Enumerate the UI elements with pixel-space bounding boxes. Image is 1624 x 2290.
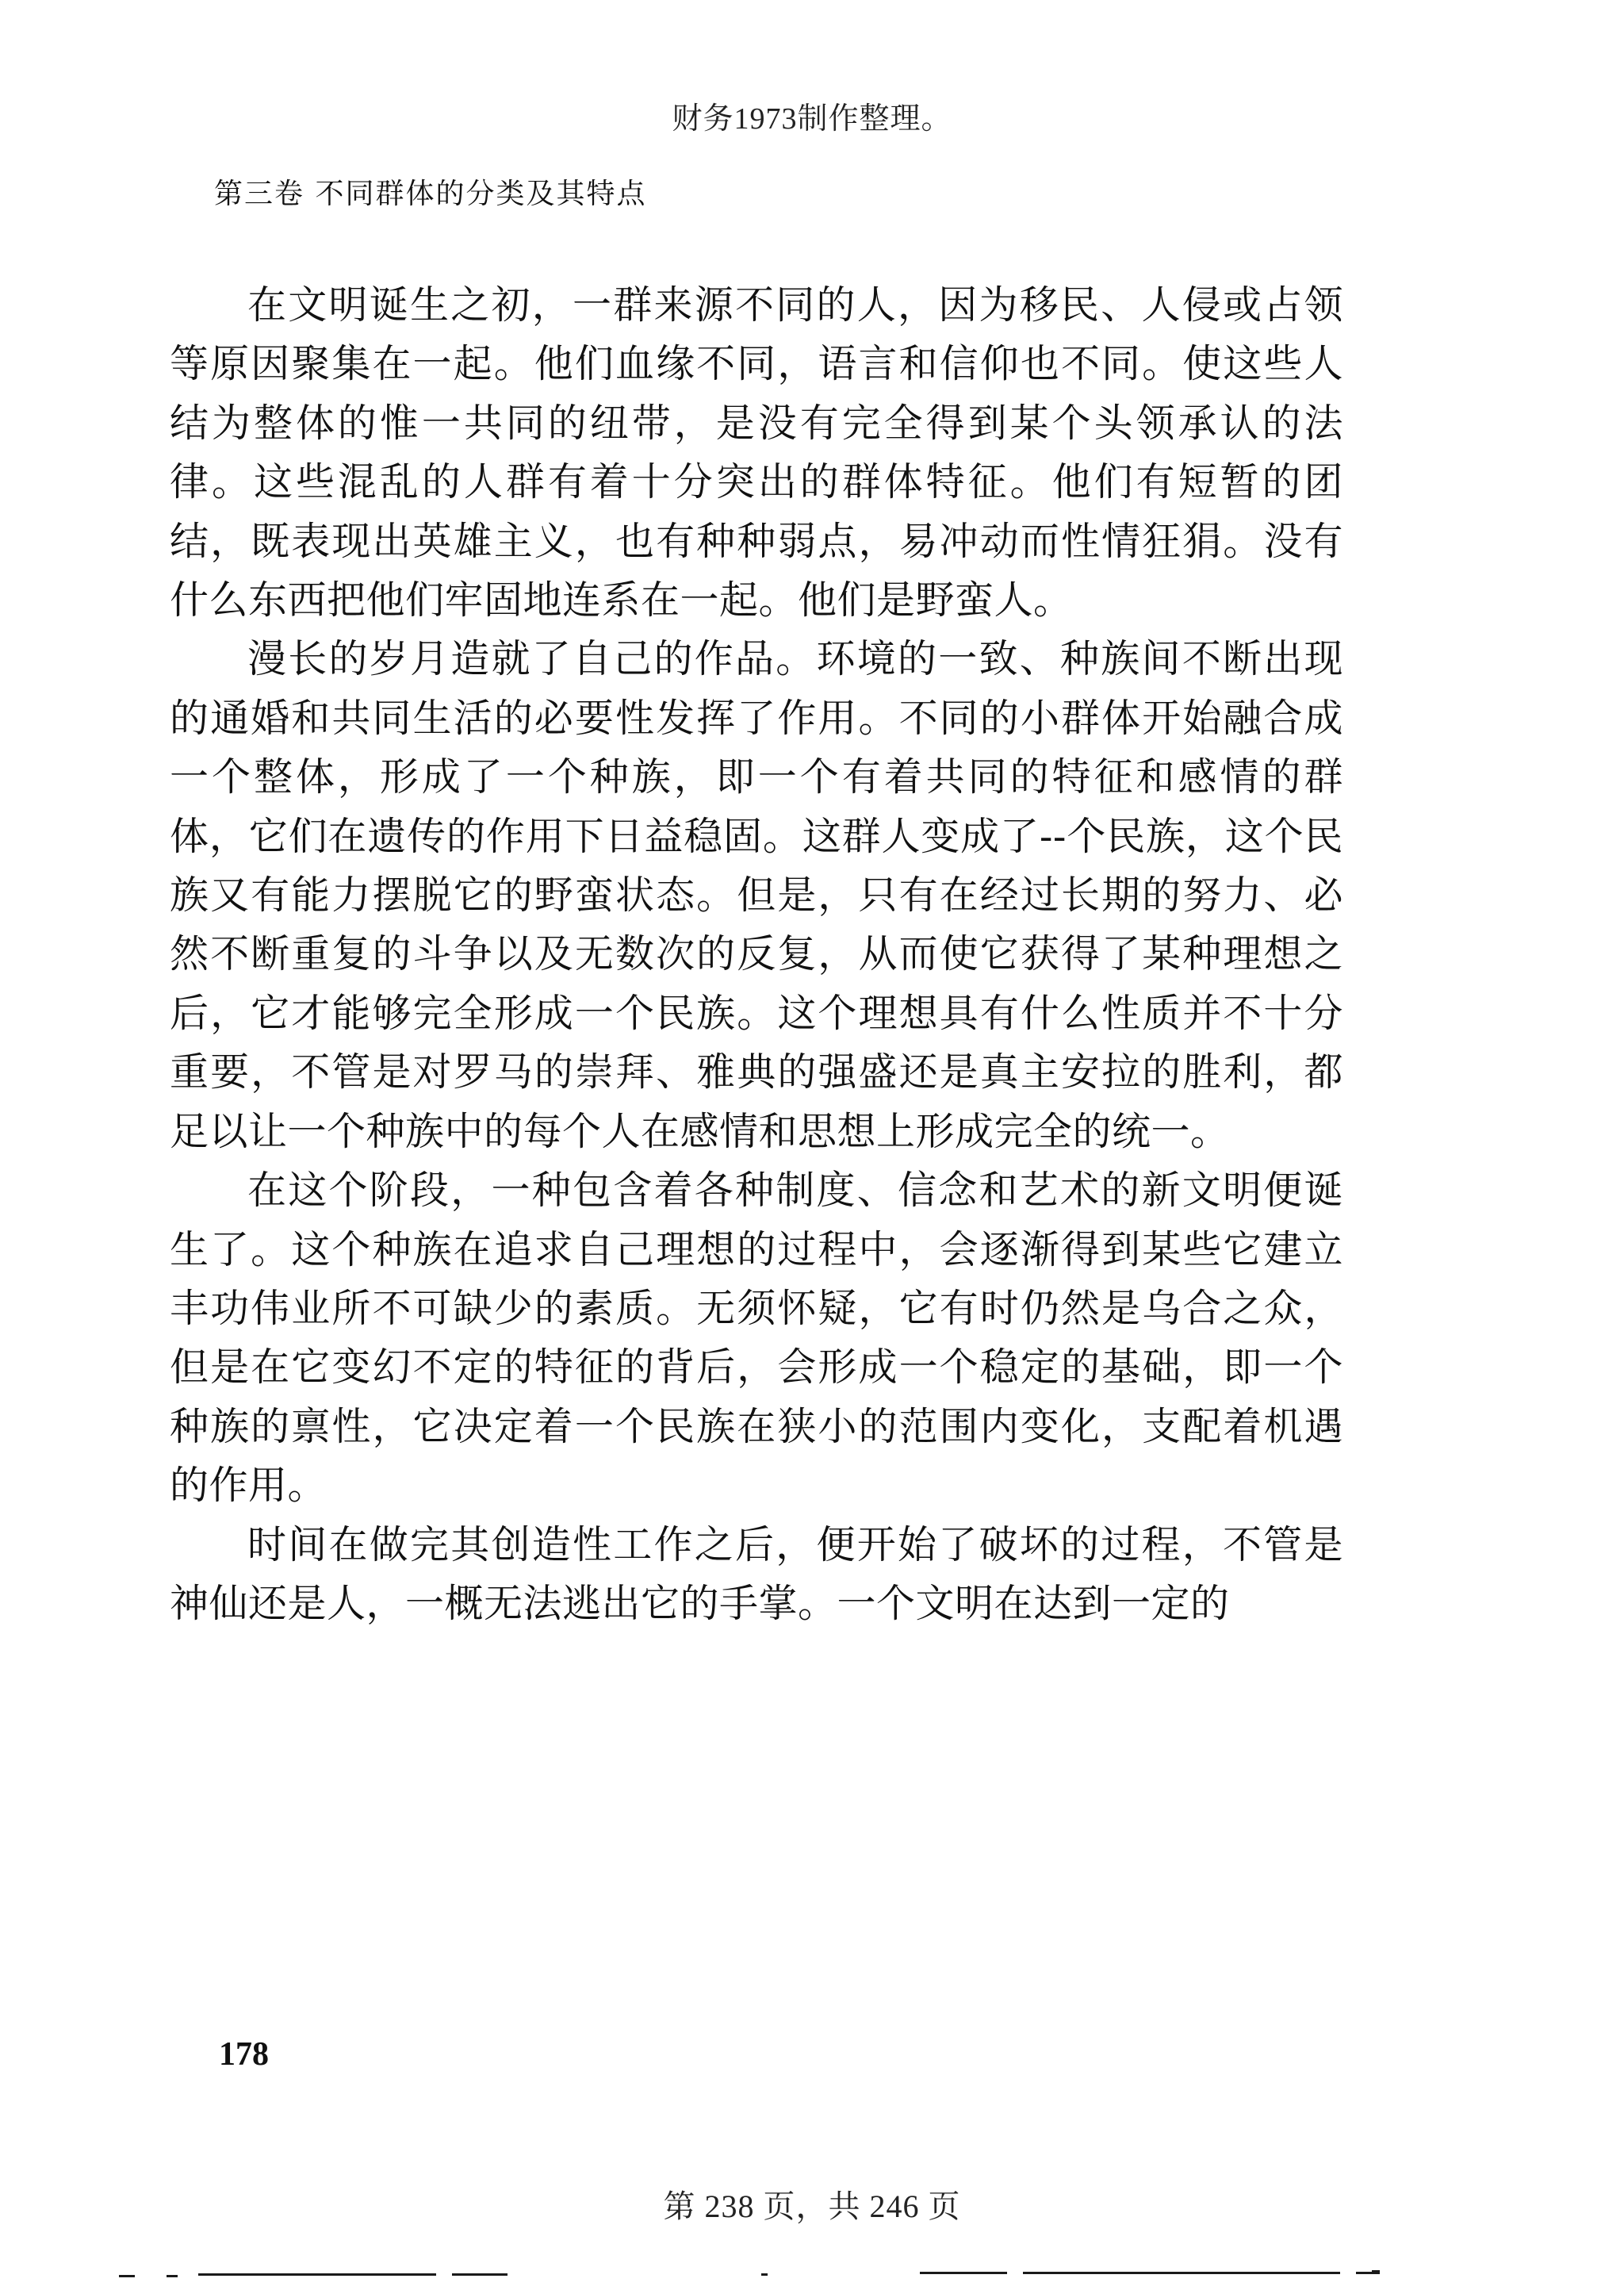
scan-artifact-line bbox=[452, 2273, 508, 2276]
paragraph-2: 漫长的岁月造就了自己的作品。环境的一致、种族间不断出现的通婚和共同生活的必要性发挥了作用。不同的小群体开始融合成一个整体，形成了一个种族，即一个有着共同的特征和感情的群体，它们在遗传的作用下日益稳固。这群人变成了--个民族，这个民族又有能力摆脱它的野蛮状态。但是，只有在经过长期的努力、必然不断重复的斗争以及无数次的反复，从而使它获得了某种理想之后，它才能够完全形成一个民族。这个理想具有什么性质并不十分重要，不管是对罗马的崇拜、雅典的强盛还是真主安拉的胜利，都足以让一个种族中的每个人在感情和思想上形成完全的统一。 bbox=[170, 636, 1343, 1154]
scan-artifact-line bbox=[1372, 2270, 1380, 2273]
paragraph-4: 时间在做完其创造性工作之后，便开始了破坏的过程，不管是神仙还是人，一概无法逃出它的手掌。一个文明在达到一定的 bbox=[170, 1521, 1343, 1626]
scan-artifact-line bbox=[1023, 2272, 1340, 2274]
page-counter: 第 238 页，共 246 页 bbox=[663, 2188, 961, 2224]
scan-artifact-line bbox=[198, 2273, 436, 2276]
scan-artifact-line bbox=[761, 2273, 768, 2276]
body-text bbox=[170, 276, 1343, 1633]
paragraph-1: 在文明诞生之初，一群来源不同的人，因为移民、人侵或占领等原因聚集在一起。他们血缘不同，语言和信仰也不同。使这些人结为整体的惟一共同的纽带，是没有完全得到某个头领承认的法律。这些混乱的人群有着十分突出的群体特征。他们有短暂的团结，既表现出英雄主义，也有种种弱点，易冲动而性情狂狷。没有什么东西把他们牢固地连系在一起。他们是野蛮人。 bbox=[170, 282, 1343, 623]
paragraph-3: 在这个阶段，一种包含着各种制度、信念和艺术的新文明便诞生了。这个种族在追求自己理想的过程中，会逐渐得到某些它建立丰功伟业所不可缺少的素质。无须怀疑，它有时仍然是乌合之众，但是在它变幻不定的特征的背后，会形成一个稳定的基础，即一个种族的禀性，它决定着一个民族在狭小的范围内变化，支配着机遇的作用。 bbox=[170, 1168, 1343, 1509]
scan-artifact-line bbox=[119, 2275, 135, 2277]
running-head: 第三卷 不同群体的分类及其特点 bbox=[214, 178, 647, 210]
watermark-text: 财务1973制作整理。 bbox=[672, 102, 952, 136]
scan-artifact-line bbox=[920, 2272, 1007, 2274]
scan-artifact-line bbox=[167, 2275, 178, 2277]
page-number: 178 bbox=[219, 2036, 269, 2073]
